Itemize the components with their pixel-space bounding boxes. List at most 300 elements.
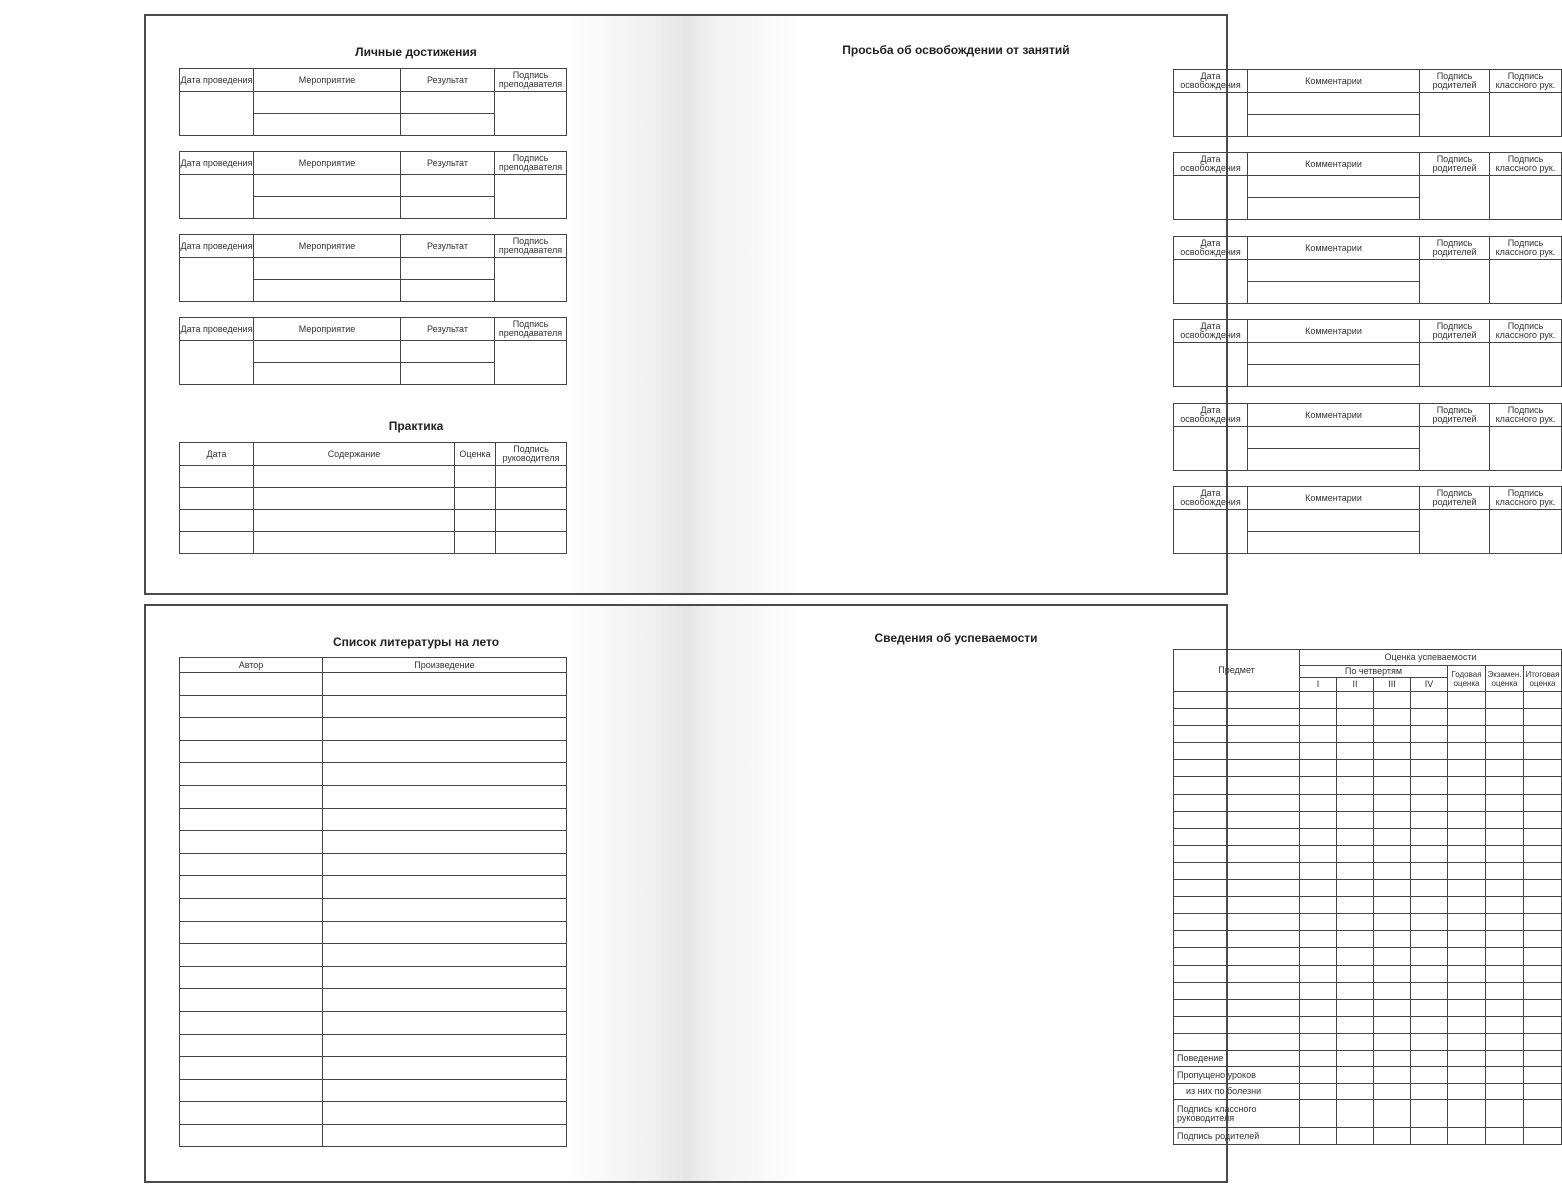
grades-cell [1524, 726, 1562, 743]
exemption-table [1173, 236, 1562, 304]
achievements-date-cell [180, 92, 254, 136]
grades-cell [1374, 999, 1411, 1016]
grades-summary-label: Пропущено уроков [1174, 1067, 1300, 1084]
exemption-parent-signature-cell [1420, 93, 1490, 137]
grades-cell [1337, 982, 1374, 999]
reading-author-cell [180, 808, 323, 831]
achievements-header-signature: Подпись преподавателя [495, 235, 567, 258]
achievements-header-event: Мероприятие [254, 69, 401, 92]
reading-header-author: Автор [180, 658, 323, 673]
grades-subject-row [1174, 811, 1562, 828]
reading-work-cell [323, 898, 567, 921]
grades-cell [1300, 828, 1337, 845]
reading-author-cell [180, 695, 323, 718]
reading-work-cell [323, 808, 567, 831]
grades-cell [1337, 794, 1374, 811]
reading-work-cell [323, 853, 567, 876]
grades-cell [1411, 794, 1448, 811]
grades-cell [1300, 914, 1337, 931]
reading-author-cell [180, 831, 323, 854]
reading-author-cell [180, 898, 323, 921]
grades-subject-row [1174, 760, 1562, 777]
practice-cell [455, 466, 496, 488]
grades-cell [1448, 845, 1486, 862]
grades-subject-row [1174, 845, 1562, 862]
grades-cell [1486, 999, 1524, 1016]
practice-cell [455, 532, 496, 554]
exemption-comment-cell [1248, 115, 1420, 137]
grades-cell [1374, 709, 1411, 726]
exemption-parent-signature-cell [1420, 176, 1490, 220]
achievements-header-signature: Подпись преподавателя [495, 69, 567, 92]
grades-cell [1374, 1050, 1411, 1067]
achievements-header-date: Дата проведения [180, 235, 254, 258]
achievements-date-cell [180, 175, 254, 219]
grades-cell [1524, 1128, 1562, 1145]
exemption-teacher-signature-cell [1490, 93, 1562, 137]
exemption-date-cell [1174, 510, 1248, 554]
reading-title: Список литературы на лето [332, 635, 500, 649]
exemption-date-cell [1174, 427, 1248, 471]
practice-row [180, 510, 567, 532]
exemption-comment-cell [1248, 93, 1420, 115]
grades-cell [1448, 914, 1486, 931]
grades-subject-row [1174, 1033, 1562, 1050]
exemption-header-comments: Комментарии [1248, 404, 1420, 427]
grades-cell [1524, 931, 1562, 948]
grades-cell [1300, 726, 1337, 743]
exemption-date-cell [1174, 343, 1248, 387]
grades-summary-row [1174, 1050, 1562, 1067]
grades-header-row-1 [1174, 650, 1562, 666]
exemption-teacher-signature-cell [1490, 510, 1562, 554]
grades-cell [1374, 1067, 1411, 1084]
grades-cell [1374, 726, 1411, 743]
grades-cell [1448, 897, 1486, 914]
achievements-header-row [180, 235, 567, 258]
grades-cell [1486, 1128, 1524, 1145]
grades-subject-row [1174, 914, 1562, 931]
reading-row [180, 1124, 567, 1147]
grades-cell [1174, 1016, 1300, 1033]
exemption-comment-cell [1248, 282, 1420, 304]
grades-summary-label: из них по болезни [1174, 1083, 1300, 1100]
reading-work-cell [323, 718, 567, 741]
grades-subject-row [1174, 828, 1562, 845]
achievements-event-cell [254, 363, 401, 385]
page-achievements-practice [146, 16, 686, 593]
exemption-table [1173, 486, 1562, 554]
grades-cell [1337, 845, 1374, 862]
achievements-header-result: Результат [401, 318, 495, 341]
grades-cell [1448, 1083, 1486, 1100]
practice-cell [180, 510, 254, 532]
achievements-result-cell [401, 258, 495, 280]
grades-cell [1524, 743, 1562, 760]
grades-cell [1411, 1083, 1448, 1100]
grades-cell [1486, 777, 1524, 794]
reading-row [180, 876, 567, 899]
grades-subject-row [1174, 999, 1562, 1016]
grades-cell [1524, 914, 1562, 931]
grades-cell [1174, 726, 1300, 743]
grades-cell [1374, 914, 1411, 931]
exemption-comment-cell [1248, 532, 1420, 554]
grades-cell [1524, 982, 1562, 999]
grades-cell [1300, 1033, 1337, 1050]
grades-cell [1486, 965, 1524, 982]
reading-author-cell [180, 876, 323, 899]
grades-subject-row [1174, 897, 1562, 914]
grades-cell [1411, 1033, 1448, 1050]
grades-cell [1411, 1016, 1448, 1033]
exemption-comment-cell [1248, 427, 1420, 449]
grades-cell [1411, 948, 1448, 965]
grades-cell [1300, 1083, 1337, 1100]
exemption-header-row [1174, 320, 1562, 343]
grades-cell [1174, 862, 1300, 879]
grades-cell [1486, 692, 1524, 709]
exemption-header-parent-signature: Подпись родителей [1420, 153, 1490, 176]
grades-header-subject: Предмет [1174, 650, 1300, 692]
reading-work-cell [323, 876, 567, 899]
grades-cell [1448, 999, 1486, 1016]
exemption-header-parent-signature: Подпись родителей [1420, 487, 1490, 510]
achievements-date-cell [180, 341, 254, 385]
grades-cell [1174, 794, 1300, 811]
reading-work-cell [323, 1011, 567, 1034]
grades-cell [1174, 743, 1300, 760]
grades-cell [1374, 811, 1411, 828]
achievements-date-cell [180, 258, 254, 302]
grades-cell [1448, 692, 1486, 709]
exemption-header-row [1174, 237, 1562, 260]
grades-cell [1374, 897, 1411, 914]
reading-work-cell [323, 695, 567, 718]
grades-cell [1524, 794, 1562, 811]
exemption-title: Просьба об освобождении от занятий [842, 43, 1070, 57]
grades-cell [1486, 1050, 1524, 1067]
grades-subject-row [1174, 880, 1562, 897]
grades-cell [1337, 1083, 1374, 1100]
grades-cell [1337, 1128, 1374, 1145]
reading-header-row [180, 658, 567, 673]
reading-author-cell [180, 1011, 323, 1034]
practice-header-date: Дата [180, 443, 254, 466]
grades-cell [1337, 760, 1374, 777]
achievements-row [180, 92, 567, 114]
grades-cell [1411, 1067, 1448, 1084]
grades-cell [1486, 1100, 1524, 1128]
grades-subject-row [1174, 965, 1562, 982]
reading-header-work: Произведение [323, 658, 567, 673]
reading-work-cell [323, 1057, 567, 1080]
practice-title: Практика [388, 419, 444, 433]
grades-header-final: Итоговая оценка [1524, 666, 1562, 692]
achievements-header-event: Мероприятие [254, 318, 401, 341]
reading-work-cell [323, 785, 567, 808]
reading-author-cell [180, 944, 323, 967]
exemption-teacher-signature-cell [1490, 343, 1562, 387]
reading-work-cell [323, 673, 567, 696]
reading-row [180, 1079, 567, 1102]
reading-row [180, 785, 567, 808]
achievements-table [179, 317, 567, 385]
achievements-header-result: Результат [401, 235, 495, 258]
reading-work-cell [323, 989, 567, 1012]
grades-cell [1524, 1083, 1562, 1100]
grades-cell [1448, 982, 1486, 999]
exemption-header-parent-signature: Подпись родителей [1420, 237, 1490, 260]
grades-cell [1300, 897, 1337, 914]
grades-cell [1174, 692, 1300, 709]
exemption-date-cell [1174, 93, 1248, 137]
grades-cell [1374, 965, 1411, 982]
grades-summary-label: Подпись родителей [1174, 1128, 1300, 1145]
exemption-parent-signature-cell [1420, 343, 1490, 387]
grades-subject-row [1174, 862, 1562, 879]
reading-author-cell [180, 1124, 323, 1147]
grades-cell [1486, 1083, 1524, 1100]
reading-row [180, 718, 567, 741]
grades-cell [1524, 897, 1562, 914]
grades-cell [1337, 709, 1374, 726]
reading-row [180, 853, 567, 876]
reading-row [180, 1057, 567, 1080]
grades-cell [1337, 1100, 1374, 1128]
practice-cell [254, 532, 455, 554]
grades-cell [1524, 760, 1562, 777]
exemption-header-teacher-signature: Подпись классного рук. [1490, 320, 1562, 343]
grades-cell [1411, 982, 1448, 999]
grades-cell [1337, 862, 1374, 879]
achievements-header-signature: Подпись преподавателя [495, 318, 567, 341]
reading-work-cell [323, 1102, 567, 1125]
grades-cell [1524, 1033, 1562, 1050]
reading-table [179, 657, 567, 1147]
achievements-result-cell [401, 341, 495, 363]
grades-cell [1448, 931, 1486, 948]
grades-cell [1374, 982, 1411, 999]
grades-cell [1300, 862, 1337, 879]
reading-row [180, 673, 567, 696]
grades-cell [1174, 845, 1300, 862]
grades-cell [1374, 1128, 1411, 1145]
exemption-parent-signature-cell [1420, 260, 1490, 304]
reading-author-cell [180, 966, 323, 989]
reading-work-cell [323, 944, 567, 967]
reading-author-cell [180, 1057, 323, 1080]
grades-cell [1300, 777, 1337, 794]
grades-cell [1300, 1050, 1337, 1067]
grades-cell [1337, 1033, 1374, 1050]
grades-cell [1300, 794, 1337, 811]
achievements-row [180, 341, 567, 363]
exemption-header-date: Дата освобождения [1174, 404, 1248, 427]
grades-cell [1486, 862, 1524, 879]
grades-cell [1337, 743, 1374, 760]
grades-cell [1411, 845, 1448, 862]
achievements-event-cell [254, 341, 401, 363]
exemption-header-comments: Комментарии [1248, 237, 1420, 260]
grades-cell [1524, 1100, 1562, 1128]
practice-row [180, 532, 567, 554]
grades-subject-row [1174, 1016, 1562, 1033]
reading-work-cell [323, 921, 567, 944]
grades-header-exam: Экзамен. оценка [1486, 666, 1524, 692]
grades-summary-row [1174, 1083, 1562, 1100]
grades-cell [1411, 692, 1448, 709]
grades-cell [1486, 760, 1524, 777]
practice-cell [455, 510, 496, 532]
grades-cell [1524, 692, 1562, 709]
reading-author-cell [180, 1079, 323, 1102]
exemption-table [1173, 403, 1562, 471]
grades-cell [1486, 811, 1524, 828]
reading-work-cell [323, 1079, 567, 1102]
practice-cell [254, 510, 455, 532]
grades-cell [1300, 1067, 1337, 1084]
grades-subject-row [1174, 709, 1562, 726]
achievements-table [179, 234, 567, 302]
achievements-result-cell [401, 280, 495, 302]
reading-author-cell [180, 989, 323, 1012]
grades-cell [1486, 726, 1524, 743]
reading-row [180, 740, 567, 763]
exemption-header-row [1174, 487, 1562, 510]
reading-author-cell [180, 718, 323, 741]
exemption-row [1174, 260, 1562, 282]
grades-cell [1411, 760, 1448, 777]
grades-header-quarter-3: III [1374, 678, 1411, 692]
grades-header-quarter-2: II [1337, 678, 1374, 692]
grades-cell [1337, 1050, 1374, 1067]
grades-summary-row [1174, 1100, 1562, 1128]
exemption-header-comments: Комментарии [1248, 153, 1420, 176]
grades-subject-row [1174, 931, 1562, 948]
grades-summary-label: Поведение [1174, 1050, 1300, 1067]
grades-cell [1337, 1016, 1374, 1033]
exemption-header-parent-signature: Подпись родителей [1420, 404, 1490, 427]
exemption-comment-cell [1248, 510, 1420, 532]
grades-cell [1374, 845, 1411, 862]
achievements-event-cell [254, 114, 401, 136]
exemption-header-date: Дата освобождения [1174, 70, 1248, 93]
achievements-header-row [180, 152, 567, 175]
reading-row [180, 989, 567, 1012]
exemption-comment-cell [1248, 198, 1420, 220]
grades-cell [1337, 914, 1374, 931]
reading-row [180, 921, 567, 944]
grades-cell [1524, 1050, 1562, 1067]
grades-cell [1374, 880, 1411, 897]
reading-work-cell [323, 1124, 567, 1147]
grades-cell [1174, 999, 1300, 1016]
achievements-event-cell [254, 92, 401, 114]
achievements-result-cell [401, 175, 495, 197]
achievements-table [179, 68, 567, 136]
grades-cell [1174, 811, 1300, 828]
grades-cell [1486, 794, 1524, 811]
grades-cell [1448, 811, 1486, 828]
reading-row [180, 1011, 567, 1034]
grades-header-quarters: По четвертям [1300, 666, 1448, 678]
achievements-title: Личные достижения [355, 45, 477, 59]
reading-row [180, 966, 567, 989]
grades-cell [1411, 777, 1448, 794]
exemption-header-row [1174, 70, 1562, 93]
grades-table [1173, 649, 1562, 1145]
reading-author-cell [180, 673, 323, 696]
achievements-header-result: Результат [401, 152, 495, 175]
exemption-header-teacher-signature: Подпись классного рук. [1490, 70, 1562, 93]
exemption-row [1174, 176, 1562, 198]
exemption-row [1174, 510, 1562, 532]
grades-cell [1411, 726, 1448, 743]
grades-cell [1300, 982, 1337, 999]
grades-cell [1448, 1067, 1486, 1084]
grades-cell [1300, 1100, 1337, 1128]
grades-cell [1524, 811, 1562, 828]
exemption-comment-cell [1248, 260, 1420, 282]
grades-cell [1411, 743, 1448, 760]
grades-cell [1486, 880, 1524, 897]
grades-cell [1174, 828, 1300, 845]
exemption-header-comments: Комментарии [1248, 70, 1420, 93]
achievements-header-row [180, 318, 567, 341]
grades-cell [1374, 948, 1411, 965]
practice-cell [180, 532, 254, 554]
grades-cell [1300, 1128, 1337, 1145]
practice-cell [254, 488, 455, 510]
grades-cell [1300, 709, 1337, 726]
grades-cell [1300, 743, 1337, 760]
grades-cell [1524, 1016, 1562, 1033]
exemption-teacher-signature-cell [1490, 260, 1562, 304]
grades-cell [1524, 999, 1562, 1016]
practice-cell [180, 488, 254, 510]
exemption-header-date: Дата освобождения [1174, 320, 1248, 343]
grades-cell [1374, 1083, 1411, 1100]
grades-cell [1337, 948, 1374, 965]
reading-author-cell [180, 785, 323, 808]
grades-cell [1174, 982, 1300, 999]
grades-cell [1411, 1050, 1448, 1067]
achievements-header-result: Результат [401, 69, 495, 92]
reading-row [180, 1102, 567, 1125]
grades-cell [1374, 743, 1411, 760]
reading-row [180, 695, 567, 718]
achievements-event-cell [254, 197, 401, 219]
grades-cell [1524, 828, 1562, 845]
achievements-header-date: Дата проведения [180, 69, 254, 92]
grades-cell [1174, 914, 1300, 931]
grades-cell [1411, 999, 1448, 1016]
grades-subject-row [1174, 794, 1562, 811]
reading-author-cell [180, 1034, 323, 1057]
grades-cell [1486, 845, 1524, 862]
practice-cell [496, 532, 567, 554]
exemption-table [1173, 319, 1562, 387]
exemption-row [1174, 93, 1562, 115]
reading-row [180, 808, 567, 831]
grades-cell [1448, 1016, 1486, 1033]
grades-cell [1374, 760, 1411, 777]
achievements-header-event: Мероприятие [254, 235, 401, 258]
practice-header-grade: Оценка [455, 443, 496, 466]
practice-header-row [180, 443, 567, 466]
page-summer-reading [146, 606, 686, 1181]
